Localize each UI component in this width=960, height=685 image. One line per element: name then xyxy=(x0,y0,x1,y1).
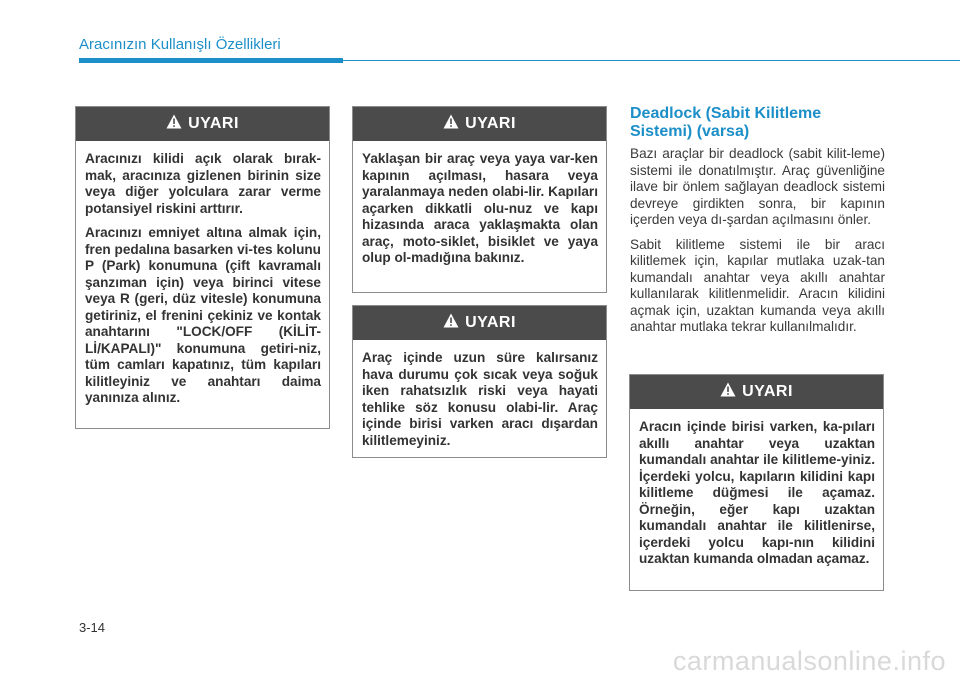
warning-paragraph: Aracınızı kilidi açık olarak bırak-mak, aracınıza gizlenen birinin size veya diğer yolculara zarar verme potansiyel riskini arttırır. xyxy=(85,151,321,216)
warning-header xyxy=(353,107,606,141)
warning-paragraph: Araç içinde uzun süre kalırsanız hava durumu çok sıcak veya soğuk iken rahatsızlık riski veya hayati tehlike söz konusu olabi-lir. Araç içinde birisi varken aracı dışardan kilitlemeyiniz. xyxy=(362,350,598,448)
warning-box-1 xyxy=(75,106,330,429)
header-title: Aracınızın Kullanışlı Özellikleri xyxy=(79,36,281,53)
warning-paragraph: Aracınızı emniyet altına almak için, fren pedalına basarken vi-tes kolunu P (Park) konumuna (çift kavramalı şanzıman için) veya birinci vitese veya R (geri, düz vitesle) konumuna getiriniz, el frenini çekiniz ve kontak anahtarını "LOCK/OFF (KİLİT-Lİ/KAPALI)" konumuna getiri-niz, tüm camları kapatınız, tüm kapıları kilitleyiniz ve anahtarı daima yanınıza alınız. xyxy=(85,225,321,405)
warning-paragraph: Yaklaşan bir araç veya yaya var-ken kapının açılması, hasara veya yaralanmaya neden olabi-lir. Kapıları açarken dikkatli olu-nuz ve kapı hizasında araca yaklaşmakta olan araç, moto-siklet, bisiklet ve yaya olup ol-madığına bakınız. xyxy=(362,151,598,265)
warning-heading: UYARI xyxy=(465,314,516,331)
header-rule-thin xyxy=(343,60,960,61)
warning-heading: UYARI xyxy=(465,115,516,132)
section-body xyxy=(630,146,885,344)
warning-header xyxy=(76,107,329,141)
warning-body xyxy=(353,141,606,275)
warning-body xyxy=(76,141,329,415)
warning-heading: UYARI xyxy=(188,115,239,132)
warning-body xyxy=(630,409,883,576)
warning-body xyxy=(353,340,606,457)
warning-header xyxy=(630,375,883,409)
warning-triangle-icon xyxy=(443,114,459,134)
warning-heading: UYARI xyxy=(742,383,793,400)
watermark: carmanualsonline.info xyxy=(672,646,946,676)
warning-triangle-icon xyxy=(443,313,459,333)
warning-triangle-icon xyxy=(166,114,182,134)
section-paragraph: Sabit kilitleme sistemi ile bir aracı kilitlemek için, kapılar mutlaka uzak-tan kumandalı anahtar veya akıllı anahtar kullanılarak kilitlenmelidir. Aracın kilidini açmak için, uzaktan kumanda veya akıllı anahtar mutlaka tekrar kullanılmalıdır. xyxy=(630,236,885,334)
section-title: Deadlock (Sabit Kilitleme Sistemi) (varsa) xyxy=(630,105,822,140)
warning-box-2 xyxy=(352,106,607,293)
warning-box-4 xyxy=(629,374,884,591)
warning-header xyxy=(353,306,606,340)
page-number: 3-14 xyxy=(79,620,106,635)
warning-triangle-icon xyxy=(720,382,736,402)
section-paragraph: Bazı araçlar bir deadlock (sabit kilit-leme) sistemi ile donatılmıştır. Araç güvenliğine ilave bir önlem sağlayan deadlock sistemi devreye girdikten sonra, bir kapının içerden veya dı-şardan açılmasını önler. xyxy=(630,146,885,227)
warning-paragraph: Aracın içinde birisi varken, ka-pıları akıllı anahtar veya uzaktan kumandalı anahtar ile kilitleme-yiniz. İçerdeki yolcu, kapıların kilidini kapı kilitleme düğmesi ile açamaz. Örneğin, eğer kapı uzaktan kumandalı anahtar ile kilitlenirse, içerdeki yolcu kapı-nın kilidini uzaktan kumanda olmadan açamaz. xyxy=(639,419,875,566)
warning-box-3 xyxy=(352,305,607,458)
header-rule-thick xyxy=(79,58,343,63)
